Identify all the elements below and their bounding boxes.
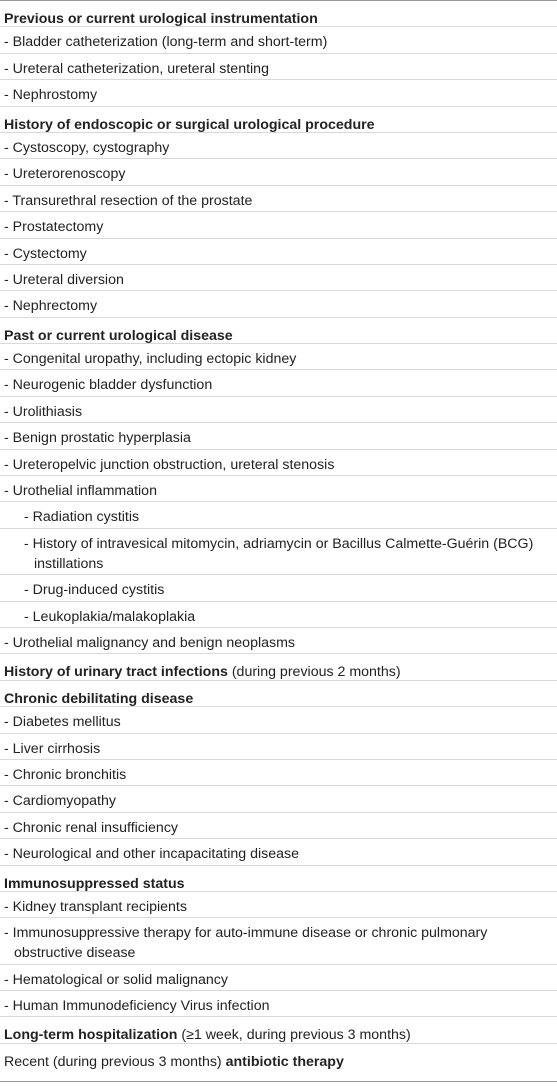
list-item-text: - Ureteropelvic junction obstruction, ureteral stenosis [4, 456, 335, 473]
list-item-text: - Cardiomyopathy [4, 793, 116, 810]
risk-factor-table [0, 1, 557, 1070]
category-title: Past or current urological disease [4, 327, 233, 344]
list-item-text: - Kidney transplant recipients [4, 898, 187, 915]
category-row [0, 654, 557, 680]
list-item-text: - Nephrostomy [4, 87, 98, 104]
list-item-text: - Ureteral diversion [4, 271, 124, 288]
item-row [0, 265, 557, 291]
list-item-text: - Ureteral catheterization, ureteral stenting [4, 60, 269, 77]
list-item-text: - Cystectomy [4, 245, 87, 262]
table-bottom-rule [0, 1081, 557, 1082]
item-row [0, 965, 557, 991]
item-row [0, 786, 557, 812]
list-item-text: - Nephrectomy [4, 298, 98, 315]
item-row [0, 423, 557, 449]
item-row [0, 813, 557, 839]
list-item-text: - Ureterorenoscopy [4, 166, 126, 183]
category-row [0, 1, 557, 27]
list-item-text: - Liver cirrhosis [4, 740, 101, 757]
item-row [0, 760, 557, 786]
sub-item-row [0, 529, 557, 575]
category-title: Long-term hospitalization [4, 1027, 178, 1044]
item-row [0, 991, 557, 1017]
category-title: History of urinary tract infections [4, 664, 228, 681]
list-item-text: - Transurethral resection of the prostate [4, 192, 253, 209]
list-item-text: - Neurological and other incapacitating disease [4, 846, 299, 863]
list-item-text: - Urolithiasis [4, 403, 83, 420]
category-note: (during previous 2 months) [227, 664, 401, 681]
category-title: Previous or current urological instrumentation [4, 11, 318, 27]
list-item-text: - Leukoplakia/malakoplakia [24, 608, 196, 625]
item-row [0, 628, 557, 654]
list-item-text: - Prostatectomy [4, 219, 104, 236]
list-item-text: - Cystoscopy, cystography [4, 139, 170, 156]
category-title: Immunosuppressed status [4, 875, 185, 892]
category-title: Chronic debilitating disease [4, 690, 194, 707]
item-row [0, 476, 557, 502]
category-row [0, 1044, 557, 1070]
list-item-text: - Drug-induced cystitis [24, 582, 165, 599]
category-row [0, 1017, 557, 1043]
list-item-text: - History of intravesical mitomycin, adriamycin or Bacillus Calmette-Guérin (BCG) instillations [24, 535, 534, 572]
list-item-text: - Diabetes mellitus [4, 714, 121, 731]
item-row [0, 159, 557, 185]
item-row [0, 27, 557, 53]
category-title: History of endoscopic or surgical urological procedure [4, 116, 375, 133]
item-row [0, 450, 557, 476]
category-lead-text: Recent (during previous 3 months) [4, 1053, 226, 1070]
sub-item-row [0, 502, 557, 528]
list-item-text: - Urothelial inflammation [4, 483, 157, 500]
item-row [0, 133, 557, 159]
list-item-text: - Chronic renal insufficiency [4, 819, 179, 836]
item-row [0, 80, 557, 106]
item-row [0, 397, 557, 423]
list-item-text: - Radiation cystitis [24, 509, 140, 526]
item-row [0, 918, 557, 964]
list-item-text: - Congenital uropathy, including ectopic kidney [4, 351, 297, 368]
list-item-text: - Urothelial malignancy and benign neoplasms [4, 634, 296, 651]
list-item-text: - Bladder catheterization (long-term and short-term) [4, 34, 328, 51]
item-row [0, 212, 557, 238]
category-row [0, 107, 557, 133]
list-item-text: - Immunosuppressive therapy for auto-immune disease or chronic pulmonary obstructive disease [4, 925, 488, 962]
sub-item-row [0, 602, 557, 628]
item-row [0, 892, 557, 918]
category-note: (≥1 week, during previous 3 months) [177, 1027, 411, 1044]
category-row [0, 681, 557, 707]
item-row [0, 291, 557, 317]
list-item-text: - Hematological or solid malignancy [4, 971, 228, 988]
sub-item-row [0, 575, 557, 601]
list-item-text: - Human Immunodeficiency Virus infection [4, 998, 270, 1015]
list-item-text: - Chronic bronchitis [4, 766, 127, 783]
category-title: antibiotic therapy [225, 1053, 344, 1070]
item-row [0, 370, 557, 396]
category-row [0, 318, 557, 344]
list-item-text: - Neurogenic bladder dysfunction [4, 377, 213, 394]
category-row [0, 866, 557, 892]
item-row [0, 186, 557, 212]
list-item-text: - Benign prostatic hyperplasia [4, 430, 191, 447]
item-row [0, 734, 557, 760]
item-row [0, 707, 557, 733]
item-row [0, 54, 557, 80]
item-row [0, 239, 557, 265]
item-row [0, 344, 557, 370]
item-row [0, 839, 557, 865]
